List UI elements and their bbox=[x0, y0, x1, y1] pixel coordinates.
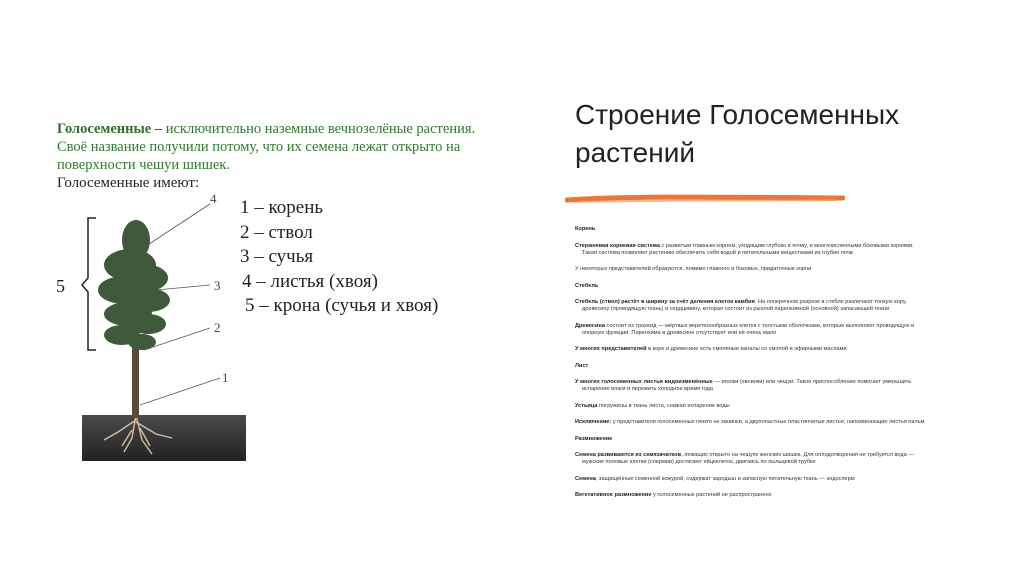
legend-item-4: 4 – листья (хвоя) bbox=[242, 270, 378, 292]
heading-repro: Размножение bbox=[575, 435, 613, 442]
intro-line-3: поверхности чешуи шишек. bbox=[57, 157, 230, 173]
note-leaf-3: Исключение: у представителя голосеменных гинкго не хвоинки, а двулопастные пластинчатые листья, напоминающие листья пальм bbox=[575, 419, 925, 425]
note-root-2: У некоторых представителей образуются, помимо главного и боковых, придаточные корни bbox=[575, 266, 812, 272]
intro-text bbox=[57, 120, 527, 192]
tree-legend bbox=[240, 196, 438, 319]
heading-root: Корень bbox=[575, 226, 596, 232]
note-stem-2: Древесина состоит из трахеид — мёртвых веретенообразных клеток с толстыми оболочками, которые выполняют проводящую и опорную функции. Паренхима в древесине отсутствует или её очень мало bbox=[575, 322, 915, 336]
note-repro-2: Семена, защищённые семенной кожурой, содержат зародыш и запасную питательную ткань — эндосперм bbox=[575, 475, 855, 482]
callout-2: 2 bbox=[214, 320, 221, 335]
legend-item-5: 5 – крона (сучья и хвоя) bbox=[245, 295, 439, 316]
intro-line-4: Голосеменные имеют: bbox=[57, 175, 200, 191]
callout-1: 1 bbox=[222, 370, 229, 385]
note-leaf-1: У многих голосеменных листья видоизменённые — иголки (хвоинки) или чешуи. Такое приспособление помогает уменьшить испарение влаги и пережить холодное время года bbox=[575, 379, 912, 392]
note-leaf-2: Устьица погружены в ткань листа, снижая испарение воды bbox=[575, 402, 730, 409]
crown-bracket bbox=[82, 218, 96, 350]
legend-item-2: 2 – ствол bbox=[240, 221, 313, 243]
callout-4: 4 bbox=[210, 191, 217, 206]
callout-5: 5 bbox=[56, 276, 65, 296]
accent-brush-stroke bbox=[565, 192, 845, 208]
pointer-4 bbox=[140, 204, 210, 250]
legend-item-3: 3 – сучья bbox=[240, 246, 314, 267]
intro-line-2: Своё название получили потому, что их семена лежат открыто на bbox=[57, 139, 461, 155]
term-definition: исключительно наземные вечнозелёные растения. bbox=[162, 121, 476, 137]
pointer-1 bbox=[140, 378, 220, 405]
note-repro-1: Семена развиваются из семязачатков, лежащих открыто на чешуях женских шишек. Для оплодотворения не требуется вода — мужские половые клетки (спермии) достигают яйцеклеток, двигаясь по пыльцевой трубке bbox=[575, 452, 914, 465]
note-root-1: Стержневая корневая система с развитым главным корнем, уходящим глубоко в почву, и многочисленными боковыми корнями. Такая система позволяет растению обеспечить себя водой и питательными веществами из глубин почв bbox=[575, 242, 914, 256]
legend-item-1: 1 – корень bbox=[240, 197, 324, 218]
callout-3: 3 bbox=[214, 278, 221, 293]
heading-leaf: Лист bbox=[575, 362, 589, 369]
slide-title: Строение Голосеменных растений bbox=[575, 99, 900, 168]
note-stem-3: У многих представителей в коре и древесине есть смоляные каналы со смолой и эфирными маслами bbox=[575, 346, 847, 352]
pointer-3 bbox=[156, 285, 210, 290]
notes-list bbox=[575, 226, 970, 509]
note-repro-3: Вегетативное размножение у голосеменных растений не распространено bbox=[575, 492, 772, 498]
note-stem-1: Стебель (ствол) растёт в ширину за счёт деления клеток камбия. На поперечном разрезе в стебле различают тонкую кору, древесину (проводящую ткань) и сердцевину, которая состоит из рыхлой паренхимной (основной) запасающей ткани bbox=[575, 299, 907, 312]
term-bold: Голосеменные – bbox=[57, 121, 163, 137]
heading-stem: Стебель bbox=[575, 282, 599, 289]
crown bbox=[98, 220, 170, 350]
